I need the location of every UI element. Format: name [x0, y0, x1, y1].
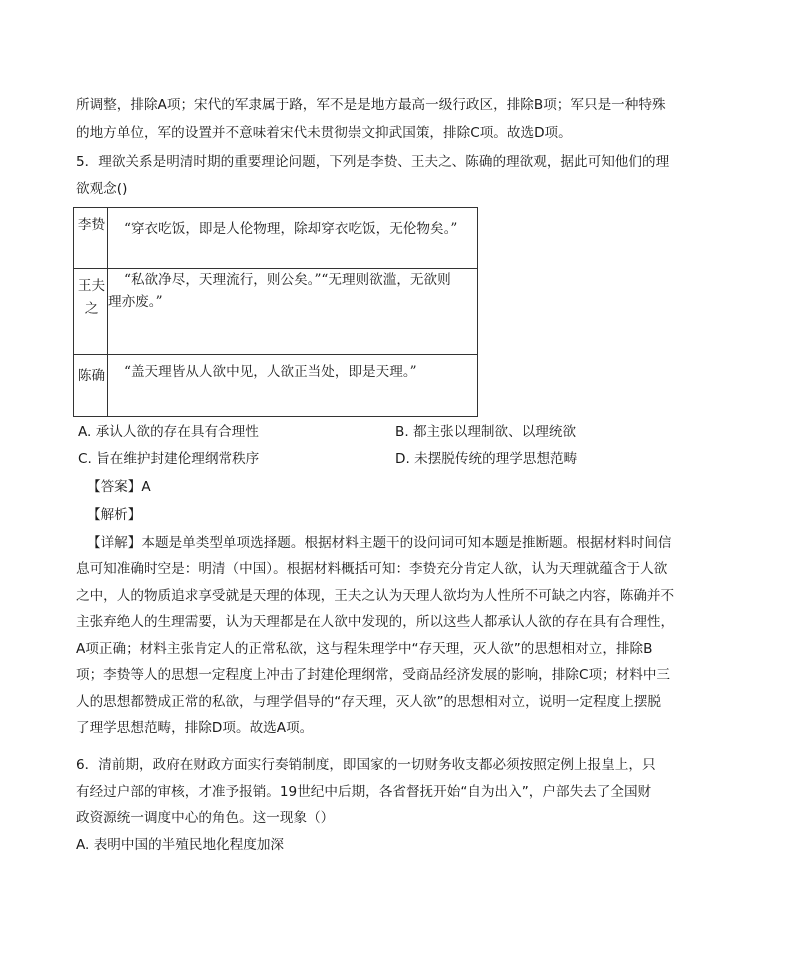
option-d: D. 未摆脱传统的理学思想范畴	[395, 451, 578, 467]
previous-analysis-line-2: 的地方单位，军的设置并不意味着宋代未贯彻崇文抑武国策，排除C项。故选D项。	[76, 125, 572, 141]
question-6-stem-line-2: 有经过户部的审核，才准予报销。19世纪中后期，各省督抚开始“自为出入”，户部失去了全国财	[76, 784, 652, 800]
quote-cell	[108, 269, 478, 355]
analysis-detail-line: 主张弃绝人的生理需要，认为天理都是在人欲中发现的，所以这些人都承认人欲的存在具有合理性，	[76, 614, 675, 630]
question-6-stem-line-1: 6．清前期，政府在财政方面实行奏销制度，即国家的一切财务收支都必须按照定例上报皇上，只	[76, 757, 656, 773]
quote-text: “穿衣吃饭，即是人伦物理，除却穿衣吃饭，无伦物矣。”	[124, 221, 458, 237]
question-5-stem-line-1: 5．理欲关系是明清时期的重要理论问题，下列是李贽、王夫之、陈确的理欲观，据此可知他们的理	[76, 154, 670, 170]
answer-label: 【答案】A	[87, 479, 151, 495]
quote-text-cont: 理亦废。”	[108, 294, 163, 310]
quote-cell	[108, 355, 478, 417]
person-name-cell	[74, 355, 108, 417]
quote-text: “盖天理皆从人欲中见，人欲正当处，即是天理。”	[124, 364, 417, 380]
person-name-cell	[74, 208, 108, 269]
analysis-detail-line: 【详解】本题是单类型单项选择题。根据材料主题干的设问词可知本题是推断题。根据材料时间信	[87, 535, 672, 551]
option-b: B. 都主张以理制欲、以理统欲	[395, 424, 577, 440]
material-table	[73, 207, 478, 417]
person-name-cell	[74, 269, 108, 355]
analysis-detail-line: 之中，人的物质追求享受就是天理的体现，王夫之认为天理人欲均为人性所不可缺之内容，陈确并不	[76, 588, 675, 604]
question-6-option-a: A. 表明中国的半殖民地化程度加深	[76, 837, 285, 853]
analysis-detail-line: 息可知准确时空是：明清（中国）。根据材料概括可知：李贽充分肯定人欲，认为天理就蕴含于人欲	[76, 561, 668, 577]
person-name: 李贽	[77, 217, 106, 233]
analysis-detail-line: 了理学思想范畴，排除D项。故选A项。	[76, 720, 314, 736]
person-name: 陈确	[77, 368, 106, 384]
person-name: 王夫	[77, 278, 106, 294]
quote-cell	[108, 208, 478, 269]
analysis-label: 【解析】	[87, 507, 142, 523]
option-c: C. 旨在维护封建伦理纲常秩序	[78, 451, 260, 467]
table-row	[74, 208, 478, 269]
question-6-stem-line-3: 政资源统一调度中心的角色。这一现象（）	[76, 810, 335, 826]
person-name-cont: 之	[84, 301, 99, 317]
analysis-detail-line: 项；李贽等人的思想一定程度上冲击了封建伦理纲常，受商品经济发展的影响，排除C项；材料中三	[76, 667, 671, 683]
quote-text: “私欲净尽，天理流行，则公矣。”“无理则欲滥，无欲则	[124, 272, 451, 288]
analysis-detail-line: A项正确；材料主张肯定人的正常私欲，这与程朱理学中“存天理，灭人欲”的思想相对立，排除B	[76, 641, 653, 657]
table-row	[74, 355, 478, 417]
question-5-stem-line-2: 欲观念()	[76, 181, 128, 197]
previous-analysis-line-1: 所调整，排除A项；宋代的军隶属于路，军不是是地方最高一级行政区，排除B项；军只是一种特殊	[76, 97, 666, 113]
analysis-detail-line: 人的思想都赞成正常的私欲，与理学倡导的“存天理，灭人欲”的思想相对立，说明一定程度上摆脱	[76, 694, 662, 710]
option-a: A. 承认人欲的存在具有合理性	[78, 424, 259, 440]
table-row	[74, 269, 478, 355]
